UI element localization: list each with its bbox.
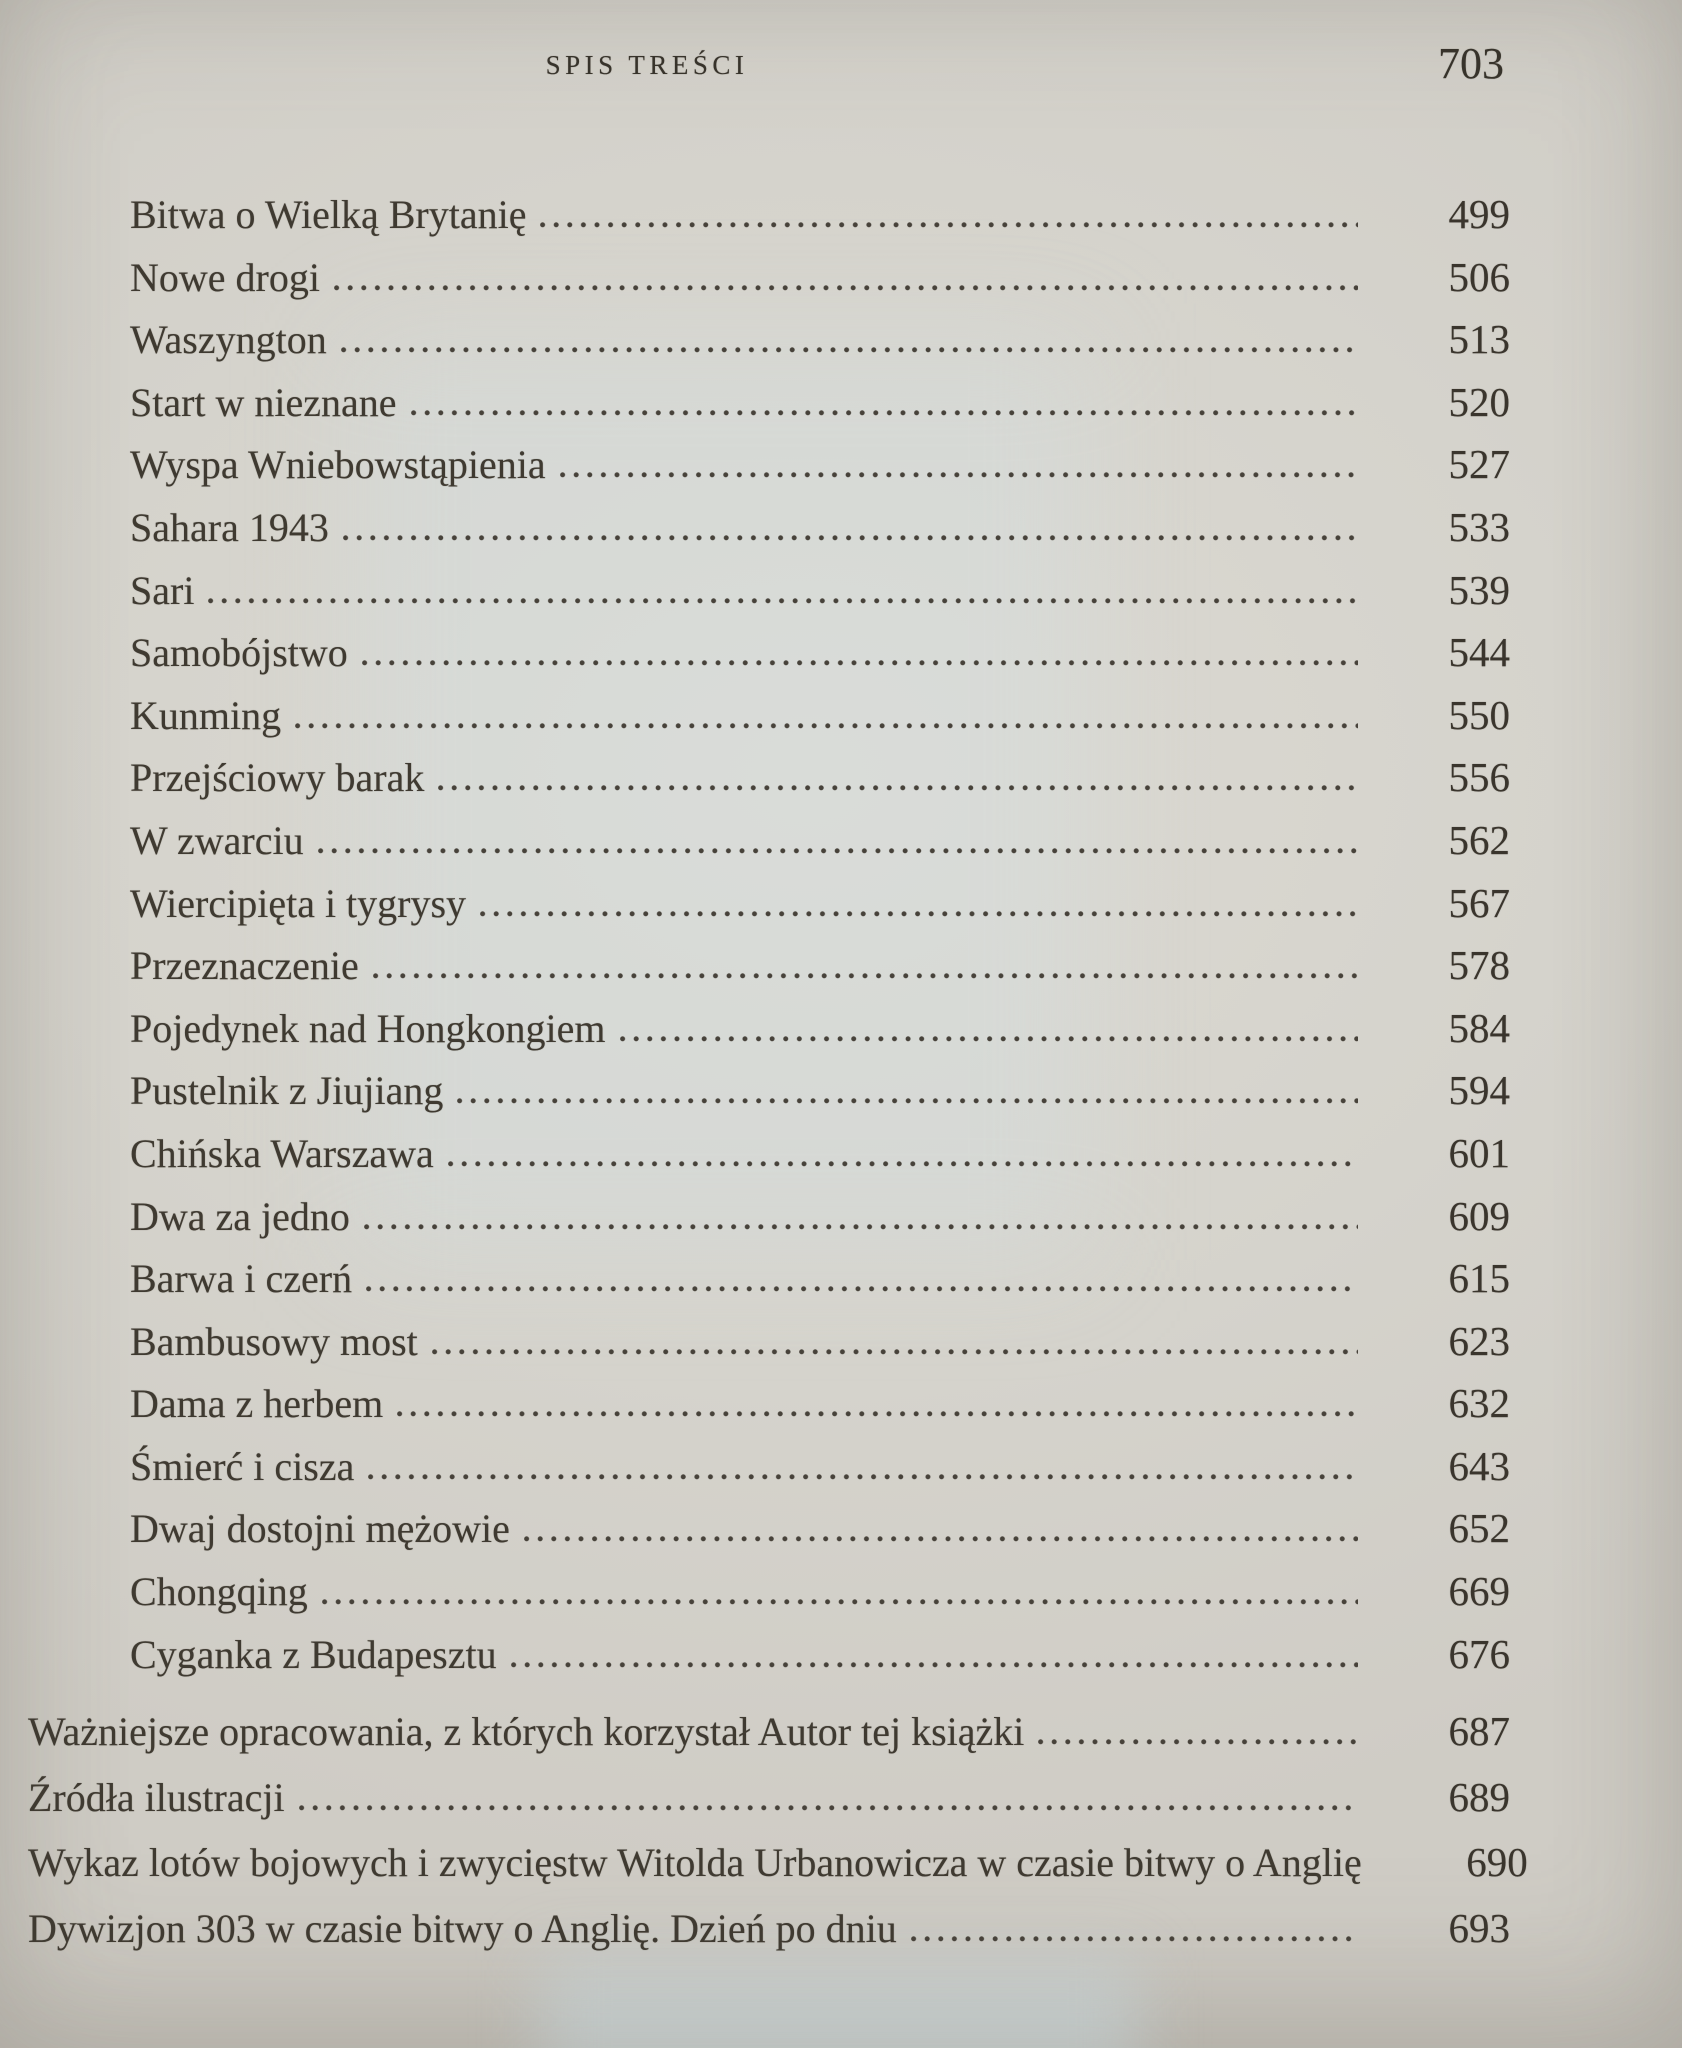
toc-entry-page: 533: [1448, 503, 1510, 550]
dot-leader: [362, 660, 1358, 666]
toc-entry-page: 527: [1448, 441, 1510, 488]
toc-entry: [130, 684, 1510, 747]
toc-entry: [130, 1560, 1510, 1623]
dot-leader: [334, 285, 1358, 291]
toc-entry: [130, 496, 1510, 559]
toc-entry-title: Przeznaczenie: [130, 943, 359, 989]
toc-entry-page: 567: [1448, 879, 1510, 926]
toc-entry: [130, 1059, 1510, 1122]
dot-leader: [299, 1805, 1358, 1811]
backmatter-entry-page: 689: [1448, 1773, 1510, 1820]
backmatter-list: [28, 1699, 1528, 1961]
toc-entry-title: Dwaj dostojni mężowie: [130, 1506, 510, 1552]
dot-leader: [322, 1599, 1358, 1605]
toc-entry: [130, 997, 1510, 1060]
dot-leader: [208, 598, 1358, 604]
toc-entry-title: Cyganka z Budapesztu: [130, 1631, 497, 1677]
toc-entry-title: Nowe drogi: [130, 254, 320, 300]
toc-entry-page: 499: [1448, 191, 1510, 237]
toc-entry: [130, 183, 1510, 246]
toc-entry-page: 632: [1448, 1380, 1510, 1427]
toc-list: [130, 183, 1510, 1685]
toc-entry: [130, 872, 1510, 935]
dot-leader: [397, 1411, 1358, 1417]
toc-entry-page: 556: [1448, 754, 1510, 801]
toc-entry-title: Wiercipięta i tygrysy: [130, 880, 467, 926]
toc-entry-page: 601: [1448, 1129, 1510, 1176]
backmatter-entry-title: Dywizjon 303 w czasie bitwy o Anglię. Dzień po dniu: [28, 1905, 897, 1951]
toc-entry-title: Kunming: [130, 692, 282, 738]
toc-entry-page: 520: [1448, 378, 1510, 425]
toc-entry: [130, 621, 1510, 684]
toc-entry: [130, 433, 1510, 496]
toc-entry-title: Wyspa Wniebowstąpienia: [130, 442, 546, 488]
dot-leader: [438, 785, 1358, 791]
toc-entry-page: 550: [1448, 691, 1510, 738]
dot-leader: [560, 472, 1358, 478]
toc-entry: [130, 934, 1510, 997]
toc-entry-title: Bambusowy most: [130, 1318, 418, 1364]
running-head: SPIS TREŚCI: [545, 50, 749, 80]
backmatter-entry-title: Wykaz lotów bojowych i zwycięstw Witolda Urbanowicza w czasie bitwy o Anglię: [28, 1840, 1362, 1885]
toc-entry-page: 506: [1448, 253, 1510, 300]
toc-entry-title: Przejściowy barak: [130, 755, 425, 801]
toc-entry-title: Dwa za jedno: [130, 1193, 350, 1239]
toc-entry-title: Chongqing: [130, 1569, 308, 1615]
toc-entry: [130, 246, 1510, 309]
toc-entry: [130, 371, 1510, 434]
toc-entry-title: Pustelnik z Jiujiang: [130, 1068, 444, 1114]
dot-leader: [540, 222, 1358, 228]
dot-leader: [1038, 1739, 1358, 1745]
toc-entry-page: 562: [1448, 816, 1510, 863]
toc-entry-title: Waszyngton: [130, 317, 327, 363]
toc-entry: [130, 1623, 1510, 1686]
toc-entry-page: 513: [1448, 316, 1510, 363]
dot-leader: [524, 1536, 1358, 1542]
dot-leader: [295, 723, 1358, 729]
toc-entry-page: 676: [1448, 1630, 1510, 1677]
toc-entry: [130, 1372, 1510, 1435]
dot-leader: [341, 347, 1358, 353]
toc-entry: [130, 1185, 1510, 1248]
folio-page-number: 703: [1438, 39, 1504, 88]
toc-entry: [130, 809, 1510, 872]
toc-entry: [130, 1435, 1510, 1498]
toc-entry: [130, 1497, 1510, 1560]
toc-entry-page: 669: [1448, 1568, 1510, 1615]
dot-leader: [432, 1349, 1358, 1355]
toc-entry: [130, 1247, 1510, 1310]
dot-leader: [368, 1474, 1358, 1480]
toc-entry-title: Dama z herbem: [130, 1381, 384, 1427]
backmatter-entry-page: 687: [1448, 1708, 1510, 1754]
toc-entry: [130, 1122, 1510, 1185]
backmatter-entry-page: 690: [1466, 1839, 1528, 1885]
dot-leader: [318, 848, 1358, 854]
dot-leader: [411, 410, 1358, 416]
toc-entry-page: 544: [1448, 629, 1510, 676]
toc-entry-page: 584: [1448, 1004, 1510, 1051]
toc-entry: [130, 559, 1510, 622]
toc-entry-page: 615: [1448, 1255, 1510, 1302]
dot-leader: [911, 1936, 1358, 1942]
backmatter-entry-title: Źródła ilustracji: [28, 1774, 285, 1820]
dot-leader: [448, 1161, 1358, 1167]
toc-entry-title: Sari: [130, 567, 195, 613]
toc-entry: [130, 308, 1510, 371]
backmatter-entry: [28, 1830, 1528, 1896]
backmatter-entry-title: Ważniejsze opracowania, z których korzystał Autor tej książki: [28, 1709, 1025, 1754]
dot-leader: [366, 1286, 1358, 1292]
dot-leader: [620, 1036, 1359, 1042]
toc-entry-page: 539: [1448, 566, 1510, 613]
toc-entry-title: Start w nieznane: [130, 379, 397, 425]
dot-leader: [373, 973, 1358, 979]
toc-entry-title: Barwa i czerń: [130, 1256, 353, 1302]
dot-leader: [511, 1662, 1358, 1668]
dot-leader: [480, 911, 1358, 917]
page-showthrough-bottom: [540, 1960, 1140, 2048]
toc-entry-title: Samobójstwo: [130, 630, 348, 676]
toc-entry: [130, 1310, 1510, 1373]
dot-leader: [364, 1224, 1358, 1230]
toc-entry-title: Chińska Warszawa: [130, 1130, 434, 1176]
toc-entry-title: Bitwa o Wielką Brytanię: [130, 192, 527, 237]
backmatter-entry: [28, 1765, 1510, 1831]
toc-entry-page: 652: [1448, 1505, 1510, 1552]
toc-entry-title: Sahara 1943: [130, 504, 329, 550]
toc-entry-page: 623: [1448, 1317, 1510, 1364]
backmatter-entry-page: 693: [1448, 1904, 1510, 1951]
dot-leader: [343, 535, 1358, 541]
toc-entry-title: Pojedynek nad Hongkongiem: [130, 1005, 606, 1051]
toc-entry-page: 578: [1448, 942, 1510, 989]
dot-leader: [457, 1098, 1358, 1104]
toc-entry-title: W zwarciu: [130, 817, 304, 863]
backmatter-entry: [28, 1699, 1510, 1765]
toc-entry-page: 594: [1448, 1067, 1510, 1114]
toc-entry-page: 609: [1448, 1192, 1510, 1239]
toc-entry: [130, 746, 1510, 809]
toc-entry-page: 643: [1448, 1442, 1510, 1489]
toc-entry-title: Śmierć i cisza: [130, 1443, 355, 1489]
backmatter-entry: [28, 1896, 1510, 1962]
